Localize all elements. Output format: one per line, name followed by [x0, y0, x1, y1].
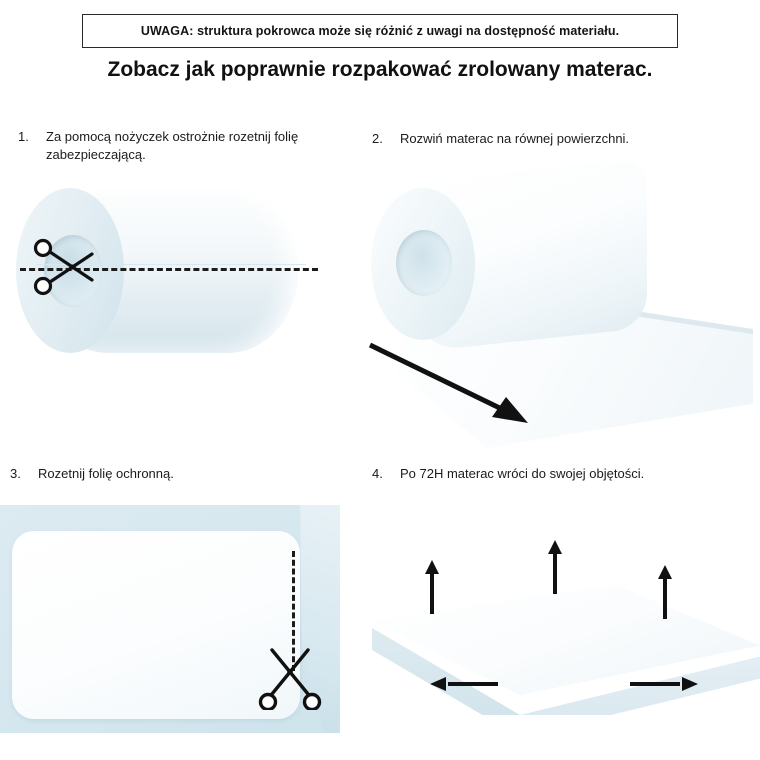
- expansion-arrow-right-icon: [628, 676, 698, 692]
- step-4-text: Po 72H materac wróci do swojej objętości.: [400, 466, 645, 481]
- notice-text: UWAGA: struktura pokrowca może się różnić z uwagi na dostępność materiału.: [140, 24, 620, 38]
- step-2-caption: [372, 130, 742, 148]
- step-3-number: 3.: [10, 466, 21, 481]
- mattress-under-foil: [12, 531, 300, 719]
- expansion-arrow-up-center-icon: [548, 540, 562, 596]
- partially-rolled-mattress: [365, 170, 645, 360]
- step-2-number: 2.: [372, 131, 383, 146]
- step-3-text: Rozetnij folię ochronną.: [38, 466, 174, 481]
- roll-core-hole: [396, 230, 452, 296]
- step-1-illustration: [8, 180, 348, 380]
- notice-box: [82, 14, 678, 48]
- step-1-caption: [18, 128, 348, 163]
- step-3-caption: [10, 465, 350, 483]
- expansion-arrow-up-right-icon: [658, 565, 672, 621]
- scissors-icon: [32, 236, 98, 298]
- step-1-text: Za pomocą nożyczek ostrożnie rozetnij folię zabezpieczającą.: [46, 129, 299, 162]
- expansion-arrow-left-icon: [430, 676, 500, 692]
- expansion-arrow-up-left-icon: [425, 560, 439, 616]
- step-4-caption: [372, 465, 742, 483]
- step-2-illustration: [355, 160, 755, 440]
- step-2-text: Rozwiń materac na równej powierzchni.: [400, 131, 630, 146]
- step-1-number: 1.: [18, 129, 29, 144]
- page-title: Zobacz jak poprawnie rozpakować zrolowany materac.: [107, 58, 653, 81]
- scissors-icon: [258, 638, 324, 710]
- step-4-number: 4.: [372, 466, 383, 481]
- arrow-down-right-icon: [360, 335, 550, 435]
